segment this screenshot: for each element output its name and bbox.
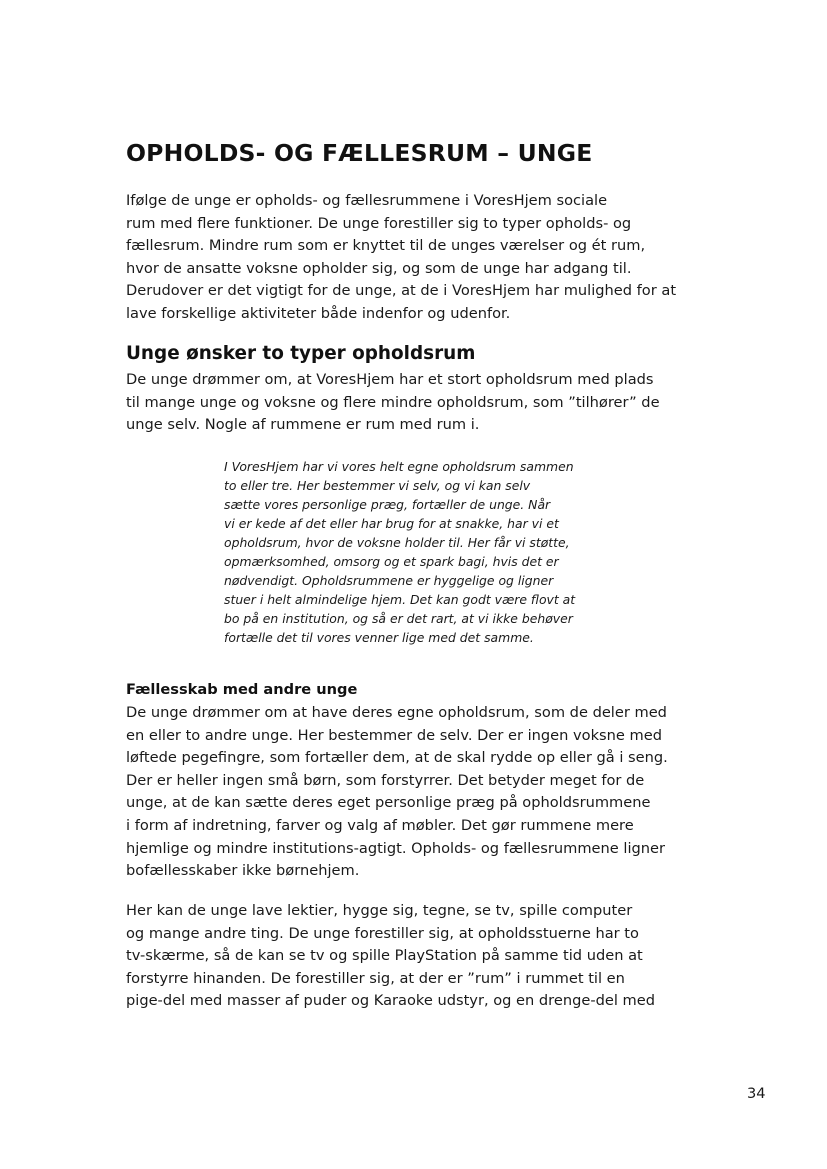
paragraph-line: unge, at de kan sætte deres eget personlige præg på opholdsrummene — [126, 794, 651, 812]
paragraph-line: Der er heller ingen små børn, som forstyrrer. Det betyder meget for de — [126, 771, 645, 789]
paragraph-line: fællesrum. Mindre rum som er knyttet til de unges værelser og ét rum, — [126, 237, 646, 255]
quote-line: bo på en institution, og så er det rart, at vi ikke behøver — [224, 611, 573, 626]
paragraph-line: Ifølge de unge er opholds- og fællesrummene i VoresHjem sociale — [126, 192, 608, 209]
quote-line: fortælle det til vores venner lige med det samme. — [224, 630, 534, 645]
quote-line: opmærksomhed, omsorg og et spark bagi, hvis det er — [224, 554, 559, 569]
paragraph-line: lave forskellige aktiviteter både indenfor og udenfor. — [126, 304, 511, 322]
paragraph-line: hjemlige og mindre institutions-agtigt. Opholds- og fællesrummene ligner — [126, 839, 665, 857]
quote-line: vi er kede af det eller har brug for at snakke, har vi et — [224, 516, 559, 531]
paragraph-line: pige-del med masser af puder og Karaoke udstyr, og en drenge-del med — [126, 992, 655, 1010]
paragraph-line: tv-skærme, så de kan se tv og spille PlayStation på samme tid uden at — [126, 947, 643, 965]
paragraph-line: en eller to andre unge. Her bestemmer de selv. Der er ingen voksne med — [126, 726, 662, 744]
quote-line: nødvendigt. Opholdsrummene er hyggelige og ligner — [224, 573, 554, 588]
section-heading: Unge ønsker to typer opholdsrum — [126, 343, 476, 364]
paragraph-line: forstyrre hinanden. De forestiller sig, at der er ”rum” i rummet til en — [126, 969, 625, 987]
paragraph-line: unge selv. Nogle af rummene er rum med rum i. — [126, 416, 480, 434]
paragraph-line: til mange unge og voksne og flere mindre opholdsrum, som ”tilhører” de — [126, 393, 660, 411]
community-paragraph — [126, 702, 668, 883]
quote-line: to eller tre. Her bestemmer vi selv, og vi kan selv — [224, 478, 531, 493]
paragraph-line: De unge drømmer om at have deres egne opholdsrum, som de deler med — [126, 704, 667, 721]
page-title: OPHOLDS- OG FÆLLESRUM – UNGE — [126, 139, 593, 167]
paragraph-line: Her kan de unge lave lektier, hygge sig, tegne, se tv, spille computer — [126, 902, 633, 919]
paragraph-line: bofællesskaber ikke børnehjem. — [126, 862, 360, 880]
intro-paragraph — [126, 190, 676, 326]
paragraph-line: og mange andre ting. De unge forestiller sig, at opholdsstuerne har to — [126, 924, 639, 942]
quote-line: stuer i helt almindelige hjem. Det kan godt være flovt at — [224, 592, 576, 607]
section-paragraph — [126, 369, 660, 437]
paragraph-line: rum med flere funktioner. De unge forestiller sig to typer opholds- og — [126, 214, 632, 232]
paragraph-line: Derudover er det vigtigt for de unge, at de i VoresHjem har mulighed for at — [126, 282, 677, 300]
quote-block — [224, 457, 575, 647]
quote-line: opholdsrum, hvor de voksne holder til. Her får vi støtte, — [224, 535, 570, 550]
paragraph-line: i form af indretning, farver og valg af møbler. Det gør rummene mere — [126, 816, 634, 834]
paragraph-line: hvor de ansatte voksne opholder sig, og som de unge har adgang til. — [126, 259, 632, 277]
paragraph-line: løftede pegefingre, som fortæller dem, at de skal rydde op eller gå i seng. — [126, 749, 668, 767]
quote-line: sætte vores personlige præg, fortæller de unge. Når — [224, 497, 551, 512]
paragraph-line: De unge drømmer om, at VoresHjem har et stort opholdsrum med plads — [126, 371, 654, 388]
page-number: 34 — [747, 1085, 766, 1102]
sub-heading: Fællesskab med andre unge — [126, 681, 358, 698]
activities-paragraph — [126, 900, 655, 1013]
quote-line: I VoresHjem har vi vores helt egne opholdsrum sammen — [224, 459, 574, 474]
